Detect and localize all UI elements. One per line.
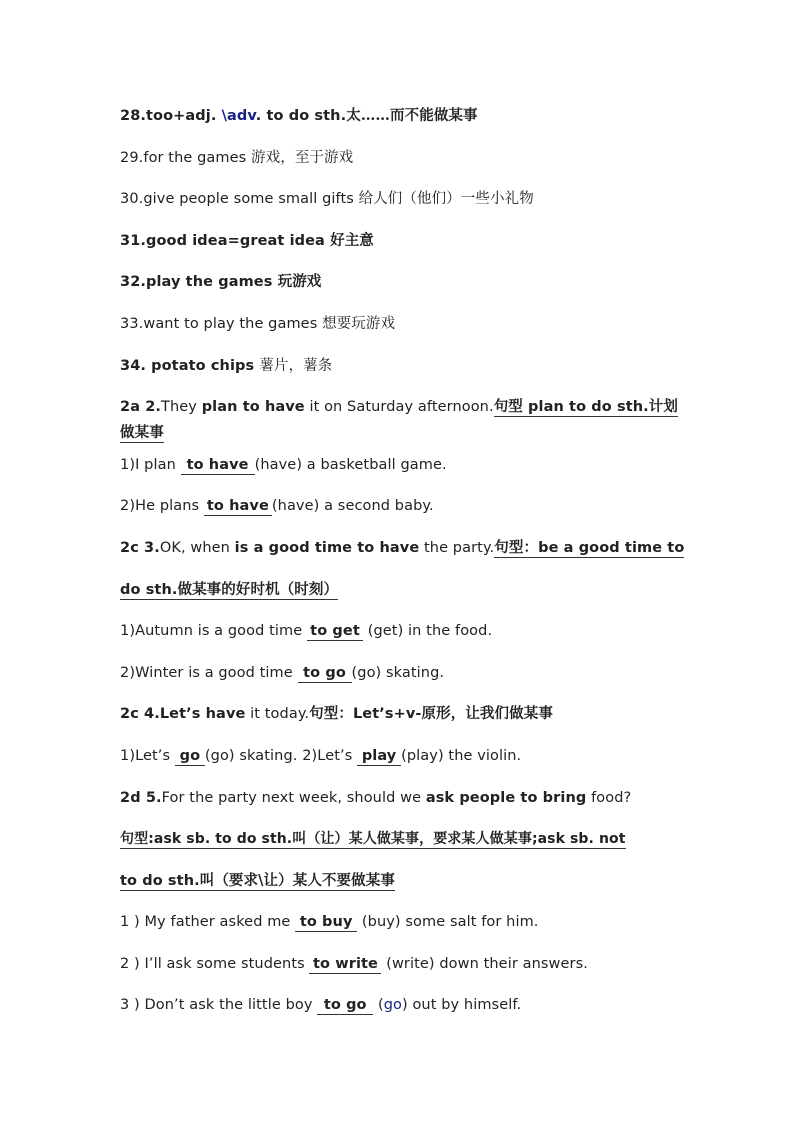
vocab-meaning: 好主意 <box>330 231 374 249</box>
vocab-line-32 <box>120 269 680 311</box>
vocab-meaning: 游戏，至于游戏 <box>251 149 354 166</box>
pattern-text: be a good time to <box>538 539 685 556</box>
answer-blank: to write <box>309 955 381 974</box>
sentence-lead: 2c 4. <box>120 706 160 723</box>
vocab-meaning: 玩游戏 <box>277 273 322 291</box>
exercise-2a-2 <box>120 493 680 535</box>
sentence-2d-5 <box>120 785 680 827</box>
sentence-2c-3-cont <box>120 577 680 619</box>
document-page <box>120 103 685 1034</box>
exercise-text: (go) skating. 2)Let’s <box>204 747 358 764</box>
vocab-text: 34. potato chips <box>120 357 260 374</box>
exercise-text: ( <box>373 997 384 1014</box>
exercise-2c3-1 <box>120 618 680 660</box>
vocab-line-30 <box>120 186 680 228</box>
exercise-text: (buy) some salt for him. <box>357 914 539 931</box>
pattern-text: plan to do sth. <box>522 399 649 416</box>
vocab-text: 33.want to play the games <box>120 315 323 332</box>
sentence-key-phrase: Let’s have <box>159 706 246 723</box>
vocab-line-29 <box>120 145 680 187</box>
exercise-text: 1 ) My father asked me <box>120 914 296 931</box>
exercise-text: 1)Autumn is a good time <box>120 623 308 640</box>
pattern-meaning: 做某事 <box>120 424 164 442</box>
exercise-2a-1 <box>120 452 680 494</box>
exercise-2d5-3 <box>120 992 680 1034</box>
exercise-text: (write) down their answers. <box>381 955 588 972</box>
sentence-text: For the party next week, should we <box>161 789 426 806</box>
sentence-text: OK, when <box>159 539 235 556</box>
pattern-text: ;ask sb. not <box>531 831 626 848</box>
vocab-text: 31.good idea=great idea <box>120 232 331 249</box>
sentence-text: it on Saturday afternoon. <box>304 399 494 416</box>
sentence-text: They <box>161 399 202 416</box>
vocab-meaning: 薯片，薯条 <box>259 357 333 374</box>
sentence-key-phrase: plan to have <box>201 399 305 416</box>
vocab-meaning: 给人们（他们）一些小礼物 <box>358 191 534 208</box>
pattern-2d-5 <box>120 826 680 868</box>
vocab-text: 30.give people some small gifts <box>120 191 359 208</box>
exercise-text: 1)Let’s <box>120 747 175 764</box>
exercise-2c3-2 <box>120 660 680 702</box>
sentence-2c-4 <box>120 701 680 743</box>
sentence-lead: 2d 5. <box>120 789 162 806</box>
exercise-text-blue: go <box>383 997 402 1014</box>
exercise-text: (have) a basketball game. <box>254 456 447 473</box>
sentence-text: food? <box>586 789 632 806</box>
sentence-text: it today. <box>245 706 310 723</box>
exercise-2d5-1 <box>120 909 680 951</box>
pattern-label: 句型 <box>120 831 149 848</box>
vocab-text: . to do sth. <box>255 108 347 124</box>
answer-blank: go <box>175 747 205 766</box>
exercise-text: 2)Winter is a good time <box>120 664 298 681</box>
exercise-2c4 <box>120 743 680 785</box>
vocab-meaning: 想要玩游戏 <box>322 315 396 332</box>
answer-blank: to have <box>204 497 272 516</box>
exercise-text: 3 ) Don’t ask the little boy <box>120 997 318 1014</box>
vocab-line-31 <box>120 228 680 270</box>
pattern-meaning: 叫（要求\让）某人不要做某事 <box>199 871 395 889</box>
exercise-text: (play) the violin. <box>401 747 522 764</box>
pattern-label: 句型 <box>493 398 523 416</box>
pattern-2d-5-cont <box>120 868 680 910</box>
exercise-text: ) out by himself. <box>401 997 522 1014</box>
sentence-key-phrase: is a good time to have <box>234 539 420 556</box>
answer-blank: to go <box>298 664 352 683</box>
pattern-meaning: 原形，让我们做某事 <box>421 705 553 723</box>
exercise-text: 2 ) I’ll ask some students <box>120 955 310 972</box>
answer-blank: to get <box>307 622 363 641</box>
exercise-text: (get) in the food. <box>363 623 493 640</box>
exercise-text: 2)He plans <box>120 498 204 515</box>
vocab-meaning: 太……而不能做某事 <box>346 107 478 124</box>
sentence-2a-2-cont <box>120 420 680 452</box>
pattern-text: :ask sb. to do sth. <box>148 831 293 848</box>
answer-blank: play <box>357 747 401 766</box>
pattern-meaning: 计划 <box>648 398 678 416</box>
vocab-line-28 <box>120 103 680 145</box>
exercise-text: 1)I plan <box>120 456 181 473</box>
pattern-meaning: 叫（让）某人做某事，要求某人做某事 <box>292 831 532 848</box>
vocab-line-34 <box>120 353 680 395</box>
pattern-text: to do sth. <box>120 872 200 889</box>
pattern-text: do sth. <box>120 581 178 598</box>
sentence-text: the party. <box>419 539 495 556</box>
vocab-text: 32.play the games <box>120 274 278 291</box>
vocab-text: 29.for the games <box>120 149 252 166</box>
answer-blank: to buy <box>295 913 357 932</box>
sentence-2c-3 <box>120 535 685 577</box>
sentence-key-phrase: ask people to bring <box>425 789 587 806</box>
vocab-text: 28.too+adj. <box>120 108 222 124</box>
sentence-2a-2 <box>120 394 680 420</box>
pattern-label: 句型： <box>309 705 353 723</box>
answer-blank: to go <box>317 996 373 1015</box>
sentence-lead: 2a 2. <box>120 399 162 416</box>
pattern-text: Let’s+v- <box>352 706 422 723</box>
answer-blank: to have <box>181 456 255 475</box>
sentence-lead: 2c 3. <box>120 539 160 556</box>
vocab-line-33 <box>120 311 680 353</box>
vocab-text-blue: \adv <box>221 108 256 124</box>
pattern-label: 句型： <box>494 538 539 556</box>
exercise-text: (have) a second baby. <box>271 498 434 515</box>
exercise-text: (go) skating. <box>351 664 445 681</box>
pattern-meaning: 做某事的好时机（时刻） <box>177 580 339 598</box>
exercise-2d5-2 <box>120 951 680 993</box>
